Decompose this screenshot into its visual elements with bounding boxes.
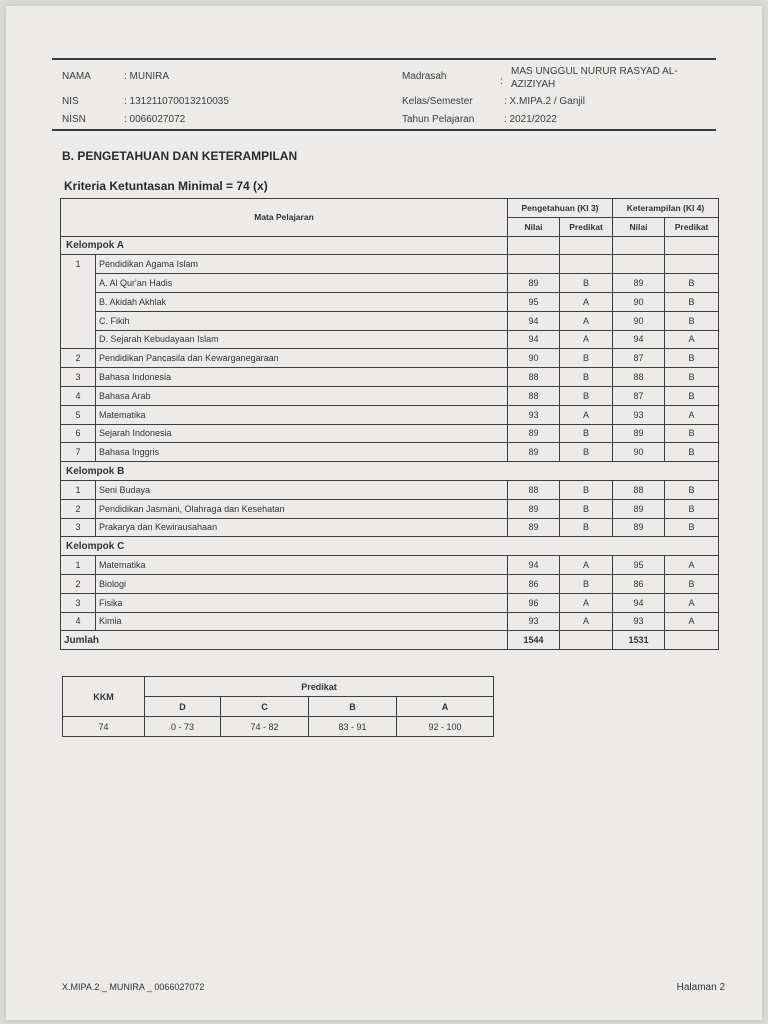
keterampilan-predikat: B [665, 480, 719, 499]
subject-number: 4 [61, 386, 96, 405]
keterampilan-predikat: B [665, 443, 719, 462]
keterampilan-predikat: B [665, 292, 719, 311]
madrasah-separator: : [500, 76, 503, 87]
subject-number: 2 [61, 499, 96, 518]
pengetahuan-predikat: B [560, 349, 613, 368]
subject-row [61, 499, 719, 518]
keterampilan-predikat: B [665, 349, 719, 368]
pengetahuan-predikat: B [560, 574, 613, 593]
subject-name: C. Fikih [96, 311, 508, 330]
tahun-label: Tahun Pelajaran [402, 114, 475, 125]
subject-number: 7 [61, 443, 96, 462]
subject-name: Matematika [96, 556, 508, 575]
group-b-label: Kelompok B [61, 462, 719, 481]
pengetahuan-nilai: 88 [508, 368, 560, 387]
pengetahuan-nilai: 86 [508, 574, 560, 593]
pengetahuan-predikat-header: Predikat [560, 217, 613, 236]
keterampilan-nilai: 90 [613, 292, 665, 311]
subject-name: Prakarya dan Kewirausahaan [96, 518, 508, 537]
header-bottom-rule [52, 129, 716, 131]
tahun-value: : 2021/2022 [504, 114, 557, 125]
keterampilan-predikat: B [665, 518, 719, 537]
subject-row [61, 292, 719, 311]
keterampilan-nilai: 94 [613, 330, 665, 349]
subject-row [61, 574, 719, 593]
grade-b: B [309, 697, 397, 717]
subject-name: Kimia [96, 612, 508, 631]
pengetahuan-nilai: 89 [508, 518, 560, 537]
subject-name: Fisika [96, 593, 508, 612]
group-row [61, 537, 719, 556]
pengetahuan-predikat: B [560, 499, 613, 518]
pengetahuan-nilai: 94 [508, 330, 560, 349]
range-c: 74 - 82 [221, 717, 309, 737]
keterampilan-predikat: A [665, 330, 719, 349]
subject-row [61, 556, 719, 575]
group-c-label: Kelompok C [61, 537, 719, 556]
subject-number: 1 [61, 480, 96, 499]
section-title: B. PENGETAHUAN DAN KETERAMPILAN [62, 149, 298, 163]
kkm-value: 74 [63, 717, 145, 737]
keterampilan-nilai: 95 [613, 556, 665, 575]
pengetahuan-predikat: A [560, 556, 613, 575]
grade-a: A [397, 697, 494, 717]
subject-number: 4 [61, 612, 96, 631]
nisn-value: : 0066027072 [124, 114, 186, 125]
keterampilan-predikat-header: Predikat [665, 217, 719, 236]
keterampilan-predikat: B [665, 274, 719, 293]
kelas-label: Kelas/Semester [402, 96, 473, 107]
nis-value: : 131211070013210035 [124, 96, 229, 107]
subject-name: Pendidikan Jasmani, Olahraga dan Kesehatan [96, 499, 508, 518]
pengetahuan-nilai: 88 [508, 480, 560, 499]
subject-name: Pendidikan Agama Islam [96, 255, 508, 274]
grade-c: C [221, 697, 309, 717]
keterampilan-predikat: B [665, 386, 719, 405]
pengetahuan-header: Pengetahuan (KI 3) [508, 199, 613, 218]
group-c-body [61, 537, 719, 631]
subject-name: Seni Budaya [96, 480, 508, 499]
keterampilan-nilai: 90 [613, 443, 665, 462]
keterampilan-nilai-header: Nilai [613, 217, 665, 236]
subject-row [61, 255, 719, 274]
subject-number: 1 [61, 556, 96, 575]
pengetahuan-predikat [560, 255, 613, 274]
subject-row [61, 349, 719, 368]
pengetahuan-predikat: B [560, 424, 613, 443]
pengetahuan-nilai: 89 [508, 424, 560, 443]
range-b: 83 - 91 [309, 717, 397, 737]
group-a-label: Kelompok A [61, 236, 508, 255]
keterampilan-nilai: 86 [613, 574, 665, 593]
subject-number: 6 [61, 424, 96, 443]
subject-number: 5 [61, 405, 96, 424]
subject-row [61, 274, 719, 293]
subject-name: A. Al Qur'an Hadis [96, 274, 508, 293]
keterampilan-nilai: 89 [613, 499, 665, 518]
subject-name: Matematika [96, 405, 508, 424]
pengetahuan-predikat: A [560, 612, 613, 631]
keterampilan-nilai: 87 [613, 349, 665, 368]
keterampilan-predikat: B [665, 574, 719, 593]
grades-table [60, 198, 719, 650]
predikat-header: Predikat [145, 677, 494, 697]
subject-number: 3 [61, 518, 96, 537]
pengetahuan-nilai [508, 255, 560, 274]
subject-number: 3 [61, 593, 96, 612]
keterampilan-predikat: A [665, 593, 719, 612]
pengetahuan-nilai: 95 [508, 292, 560, 311]
madrasah-label: Madrasah [402, 71, 447, 82]
keterampilan-nilai: 90 [613, 311, 665, 330]
subject-name: Bahasa Inggris [96, 443, 508, 462]
pengetahuan-predikat: A [560, 330, 613, 349]
pengetahuan-predikat: A [560, 405, 613, 424]
subject-row [61, 386, 719, 405]
jumlah-pengetahuan: 1544 [508, 631, 560, 650]
pengetahuan-predikat: B [560, 518, 613, 537]
keterampilan-nilai: 93 [613, 405, 665, 424]
footer-left: X.MIPA.2 _ MUNIRA _ 0066027072 [62, 982, 205, 992]
jumlah-row [61, 631, 719, 650]
group-b-body [61, 462, 719, 537]
kelas-value: : X.MIPA.2 / Ganjil [504, 96, 585, 107]
subject-row [61, 480, 719, 499]
kkm-title: Kriteria Ketuntasan Minimal = 74 (x) [64, 179, 268, 193]
keterampilan-nilai: 89 [613, 518, 665, 537]
subject-row [61, 612, 719, 631]
group-a-body [61, 236, 719, 462]
keterampilan-predikat [665, 255, 719, 274]
nama-label: NAMA [62, 71, 91, 82]
grade-d: D [145, 697, 221, 717]
subject-name: Sejarah Indonesia [96, 424, 508, 443]
keterampilan-predikat: A [665, 405, 719, 424]
empty-cell [560, 236, 613, 255]
pengetahuan-nilai: 90 [508, 349, 560, 368]
keterampilan-nilai: 89 [613, 274, 665, 293]
pengetahuan-nilai: 94 [508, 311, 560, 330]
subject-row [61, 330, 719, 349]
subject-row [61, 368, 719, 387]
group-row [61, 236, 719, 255]
subject-name: Pendidikan Pancasila dan Kewarganegaraan [96, 349, 508, 368]
pengetahuan-predikat: B [560, 368, 613, 387]
keterampilan-predikat: B [665, 499, 719, 518]
subject-row [61, 593, 719, 612]
pengetahuan-predikat: A [560, 311, 613, 330]
subject-number: 2 [61, 349, 96, 368]
predikat-header-row [63, 677, 494, 697]
predikat-table [62, 676, 494, 737]
subject-number: 1 [61, 255, 96, 349]
keterampilan-predikat: B [665, 368, 719, 387]
keterampilan-nilai: 88 [613, 480, 665, 499]
pengetahuan-predikat: A [560, 593, 613, 612]
pengetahuan-nilai: 89 [508, 274, 560, 293]
pengetahuan-predikat: B [560, 274, 613, 293]
empty-cell [508, 236, 560, 255]
subject-number: 3 [61, 368, 96, 387]
pengetahuan-nilai: 88 [508, 386, 560, 405]
keterampilan-predikat: A [665, 612, 719, 631]
pengetahuan-predikat: B [560, 443, 613, 462]
nisn-label: NISN [62, 114, 86, 125]
subject-row [61, 518, 719, 537]
subject-name: Biologi [96, 574, 508, 593]
pengetahuan-predikat: A [560, 292, 613, 311]
madrasah-value-line2: AZIZIYAH [511, 79, 556, 90]
mata-pelajaran-header: Mata Pelajaran [61, 199, 508, 237]
subject-row [61, 443, 719, 462]
empty-cell [613, 236, 665, 255]
keterampilan-predikat: B [665, 424, 719, 443]
subject-row [61, 405, 719, 424]
pengetahuan-nilai: 96 [508, 593, 560, 612]
keterampilan-nilai: 94 [613, 593, 665, 612]
nis-label: NIS [62, 96, 79, 107]
empty-cell [560, 631, 613, 650]
footer-page-number: Halaman 2 [676, 982, 725, 993]
keterampilan-predikat: A [665, 556, 719, 575]
subject-row [61, 424, 719, 443]
keterampilan-nilai: 88 [613, 368, 665, 387]
pengetahuan-nilai-header: Nilai [508, 217, 560, 236]
nama-value: : MUNIRA [124, 71, 169, 82]
subject-name: D. Sejarah Kebudayaan Islam [96, 330, 508, 349]
keterampilan-nilai: 93 [613, 612, 665, 631]
keterampilan-nilai: 89 [613, 424, 665, 443]
header-top-rule [52, 58, 716, 60]
pengetahuan-predikat: B [560, 386, 613, 405]
pengetahuan-nilai: 93 [508, 405, 560, 424]
pengetahuan-predikat: B [560, 480, 613, 499]
empty-cell [665, 236, 719, 255]
predikat-ranges-row [63, 717, 494, 737]
subject-number: 2 [61, 574, 96, 593]
keterampilan-header: Keterampilan (KI 4) [613, 199, 719, 218]
subject-row [61, 311, 719, 330]
pengetahuan-nilai: 93 [508, 612, 560, 631]
subject-name: Bahasa Indonesia [96, 368, 508, 387]
keterampilan-nilai [613, 255, 665, 274]
pengetahuan-nilai: 89 [508, 443, 560, 462]
madrasah-value-line1: MAS UNGGUL NURUR RASYAD AL- [511, 66, 678, 77]
empty-cell [665, 631, 719, 650]
pengetahuan-nilai: 94 [508, 556, 560, 575]
header-row-1 [61, 199, 719, 218]
keterampilan-predikat: B [665, 311, 719, 330]
pengetahuan-nilai: 89 [508, 499, 560, 518]
jumlah-label: Jumlah [61, 631, 508, 650]
kkm-header: KKM [63, 677, 145, 717]
range-a: 92 - 100 [397, 717, 494, 737]
subject-name: B. Akidah Akhlak [96, 292, 508, 311]
group-row [61, 462, 719, 481]
jumlah-keterampilan: 1531 [613, 631, 665, 650]
subject-name: Bahasa Arab [96, 386, 508, 405]
keterampilan-nilai: 87 [613, 386, 665, 405]
range-d: 0 - 73 [145, 717, 221, 737]
